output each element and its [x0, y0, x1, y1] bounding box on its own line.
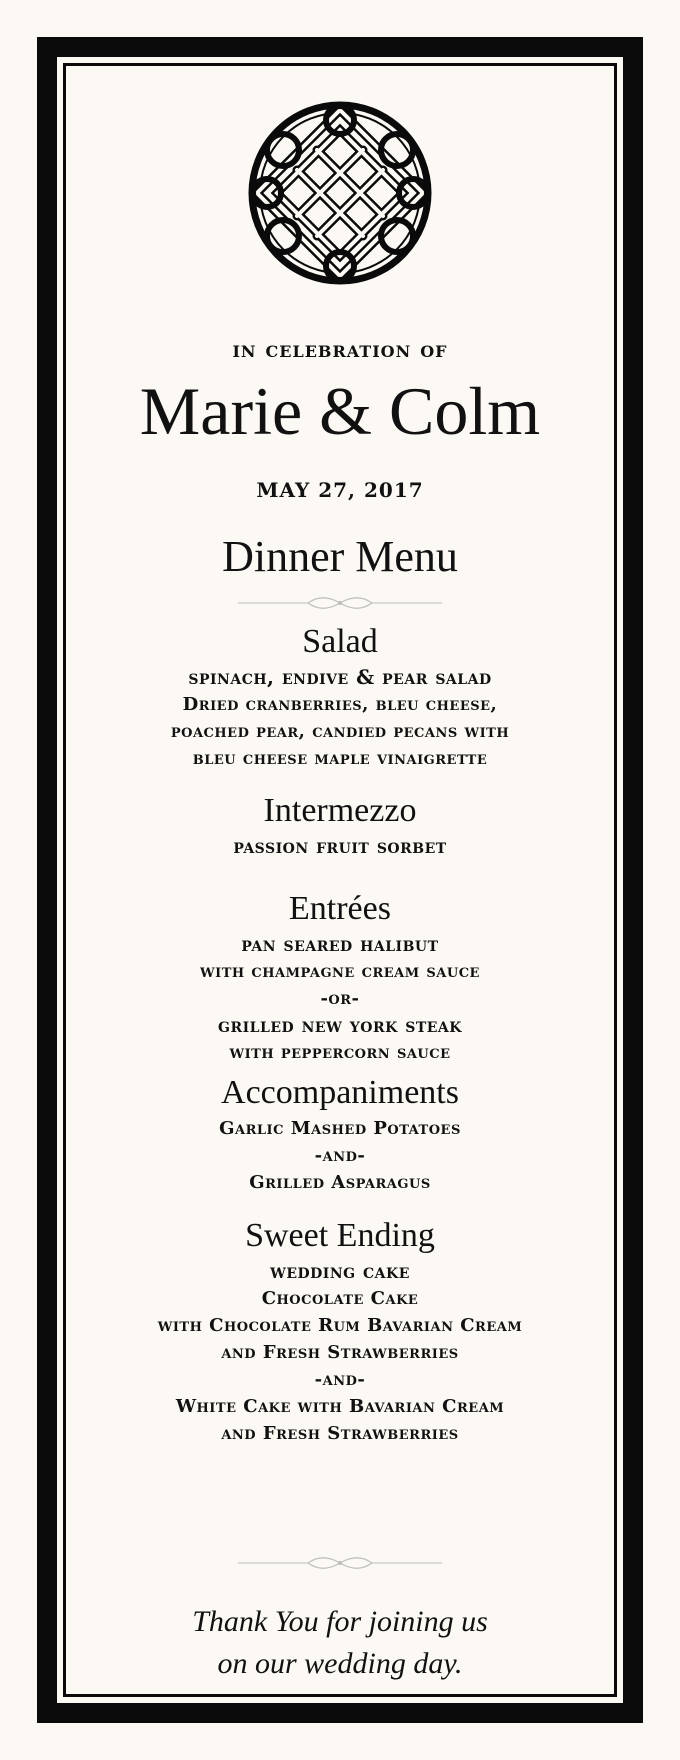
- celtic-knot-icon: [247, 100, 433, 286]
- section-title: Sweet Ending: [245, 1217, 435, 1254]
- menu-line: Dried cranberries, bleu cheese,: [182, 694, 498, 715]
- ornament-divider-bottom: [238, 1556, 442, 1570]
- menu-line: and Fresh Strawberries: [221, 1342, 459, 1363]
- section-title: Entrées: [289, 890, 391, 927]
- menu-line: passion fruit sorbet: [233, 834, 447, 858]
- menu-line: -and-: [314, 1369, 366, 1390]
- menu-title: Dinner Menu: [222, 532, 458, 581]
- menu-line: wedding cake: [270, 1259, 410, 1283]
- menu-line: with champagne cream sauce: [200, 961, 480, 982]
- event-date: MAY 27, 2017: [256, 478, 424, 502]
- menu-card: [63, 63, 617, 1697]
- menu-line: bleu cheese maple vinaigrette: [192, 748, 488, 769]
- section-title: Intermezzo: [263, 792, 417, 829]
- section-sweet-ending: [66, 1216, 614, 1447]
- ornament-divider-top: [238, 596, 442, 610]
- section-salad: [66, 622, 614, 772]
- menu-line: -and-: [314, 1145, 366, 1166]
- menu-line: Garlic Mashed Potatoes: [219, 1118, 461, 1139]
- menu-line: with Chocolate Rum Bavarian Cream: [157, 1315, 523, 1336]
- thank-you-line: Thank You for joining us: [192, 1605, 488, 1638]
- menu-line: and Fresh Strawberries: [221, 1423, 459, 1444]
- couple-names: Marie & Colm: [139, 373, 541, 449]
- menu-card-border: [37, 37, 643, 1723]
- menu-line: Chocolate Cake: [261, 1288, 419, 1309]
- section-title: Accompaniments: [221, 1074, 459, 1111]
- menu-line: with peppercorn sauce: [229, 1042, 451, 1063]
- menu-line: grilled new york steak: [218, 1013, 462, 1037]
- section-title: Salad: [302, 623, 378, 660]
- menu-line: White Cake with Bavarian Cream: [175, 1396, 505, 1417]
- section-accompaniments: [66, 1073, 614, 1196]
- menu-line: spinach, endive & pear salad: [188, 665, 492, 689]
- celebration-heading: in celebration of: [232, 336, 448, 363]
- section-intermezzo: [66, 791, 614, 860]
- section-entrees: [66, 889, 614, 1066]
- menu-line: Grilled Asparagus: [249, 1172, 431, 1193]
- menu-line: -or-: [320, 988, 360, 1009]
- menu-line: pan seared halibut: [241, 932, 439, 956]
- thank-you-line: on our wedding day.: [217, 1647, 463, 1680]
- thank-you-message: [66, 1601, 614, 1685]
- menu-line: poached pear, candied pecans with: [170, 721, 510, 742]
